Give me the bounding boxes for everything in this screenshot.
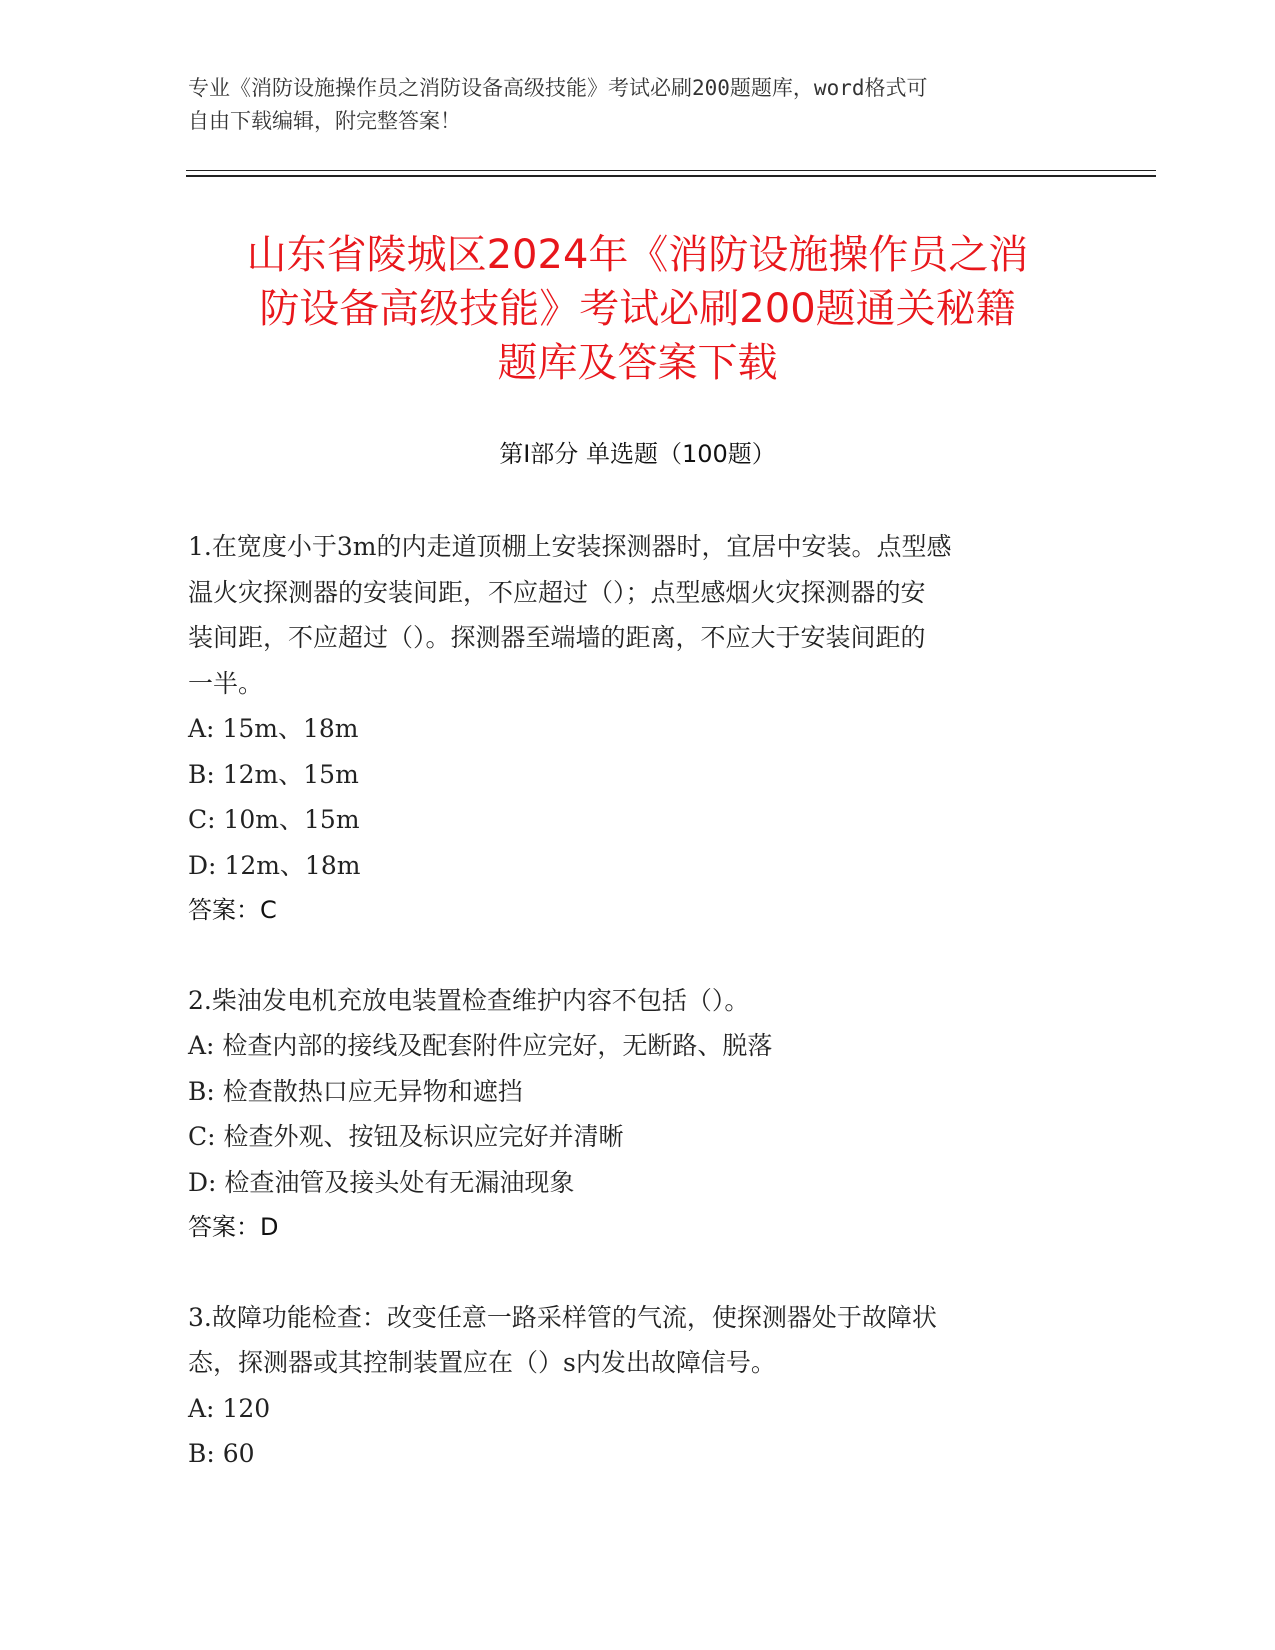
option-b: B: 60: [188, 1439, 255, 1468]
document-title: [160, 228, 1115, 390]
question-text-line: 1.在宽度小于3m的内走道顶棚上安装探测器时，宜居中安装。点型感: [188, 532, 952, 561]
answer: 答案：D: [188, 1213, 279, 1241]
question-text-line: 温火灾探测器的安装间距，不应超过（）；点型感烟火灾探测器的安: [188, 577, 926, 607]
title-line: 山东省陵城区2024年《消防设施操作员之消: [246, 232, 1029, 278]
header-divider-bottom: [186, 175, 1156, 177]
header-note-line: 自由下载编辑，附完整答案！: [188, 109, 461, 133]
option-a: A: 120: [188, 1393, 271, 1423]
option-a: A: 检查内部的接线及配套附件应完好，无断路、脱落: [188, 1031, 773, 1060]
option-a: A: 15m、18m: [188, 714, 359, 743]
option-c: C: 10m、15m: [188, 805, 360, 834]
question-2: [188, 978, 1088, 1251]
question-text-line: 2.柴油发电机充放电装置检查维护内容不包括（）。: [188, 985, 750, 1015]
option-c: C: 检查外观、按钮及标识应完好并清晰: [188, 1122, 624, 1151]
option-d: D: 检查油管及接头处有无漏油现象: [188, 1167, 575, 1197]
question-3: [188, 1295, 1088, 1477]
section-heading: 第Ⅰ部分 单选题（100题）: [499, 440, 776, 468]
option-b: B: 检查散热口应无异物和遮挡: [188, 1076, 523, 1106]
option-b: B: 12m、15m: [188, 759, 359, 789]
question-text-line: 装间距，不应超过（）。探测器至端墙的距离，不应大于安装间距的: [188, 623, 926, 652]
header-divider-top: [186, 170, 1156, 171]
question-text-line: 3.故障功能检查：改变任意一路采样管的气流，使探测器处于故障状: [188, 1302, 937, 1332]
title-line: 防设备高级技能》考试必刷200题通关秘籍: [259, 286, 1016, 332]
option-d: D: 12m、18m: [188, 850, 361, 880]
question-text-line: 态，探测器或其控制装置应在（）s内发出故障信号。: [188, 1348, 776, 1377]
question-text-line: 一半。: [188, 668, 264, 698]
title-line: 题库及答案下载: [497, 340, 778, 386]
question-list: [188, 524, 1088, 1521]
question-1: [188, 524, 1088, 934]
answer: 答案：C: [188, 896, 277, 924]
header-note-line: 专业《消防设施操作员之消防设备高级技能》考试必刷200题题库，word格式可: [188, 76, 928, 100]
header-note: [188, 72, 1088, 138]
